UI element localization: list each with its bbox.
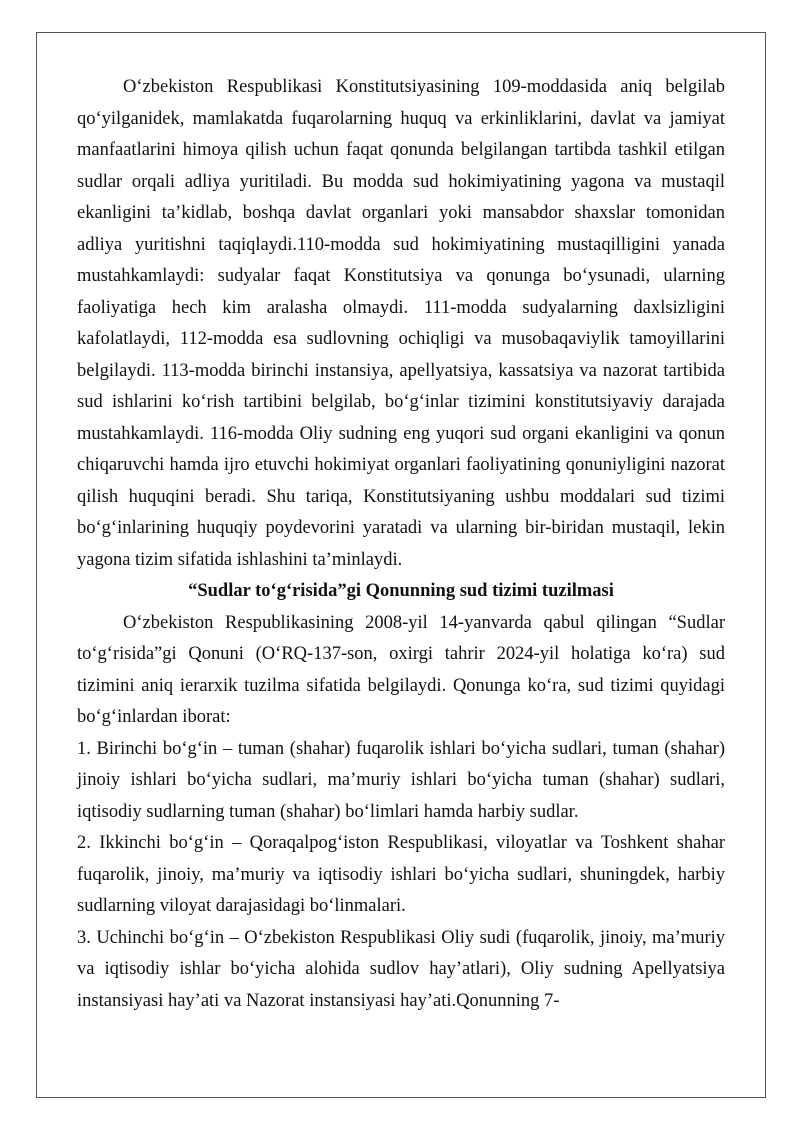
document-body (77, 72, 725, 1017)
paragraph-law: O‘zbekiston Respublikasining 2008-yil 14-yanvarda qabul qilingan “Sudlar to‘g‘risida”gi Qonuni (O‘RQ-137-son, oxirgi tahrir 2024-yil holatiga ko‘ra) sud tizimini aniq ierarxik tuzilma sifatida belgilaydi. Qonunga ko‘ra, sud tizimi quyidagi bo‘g‘inlardan iborat: (77, 612, 725, 727)
paragraph-constitution: O‘zbekiston Respublikasi Konstitutsiyasining 109-moddasida aniq belgilab qo‘yilganidek, mamlakatda fuqarolarning huquq va erkinliklarini, davlat va jamiyat manfaatlarini himoya qilish uchun faqat qonunda belgilangan tartibda tashkil etilgan sudlar orqali adliya yuritiladi. Bu modda sud hokimiyatining yagona va mustaqil ekanligini ta’kidlab, boshqa davlat organlari yoki mansabdor shaxslar tomonidan adliya yuritishni taqiqlaydi.110-modda sud hokimiyatining mustaqilligini yanada mustahkamlaydi: sudyalar faqat Konstitutsiya va qonunga bo‘ysunadi, ularning faoliyatiga hech kim aralasha olmaydi. 111-modda sudyalarning daxlsizligini kafolatlaydi, 112-modda esa sudlovning ochiqligi va musobaqaviylik tamoyillarini belgilaydi. 113-modda birinchi instansiya, apellyatsiya, kassatsiya va nazorat tartibida sud ishlarini ko‘rish tartibini belgilab, bo‘g‘inlar tizimini konstitutsiyaviy darajada mustahkamlaydi. 116-modda Oliy sudning eng yuqori sud organi ekanligini va qonun chiqaruvchi hamda ijro etuvchi hokimiyat organlari faoliyatining qonuniyligini nazorat qilish huquqini beradi. Shu tariqa, Konstitutsiyaning ushbu moddalari sud tizimi bo‘g‘inlarining huquqiy poydevorini yaratadi va ularning bir-biridan mustaqil, lekin yagona tizim sifatida ishlashini ta’minlaydi. (77, 77, 725, 570)
list-item-second-tier: 2. Ikkinchi bo‘g‘in – Qoraqalpog‘iston Respublikasi, viloyatlar va Toshkent shahar fuqarolik, jinoiy, ma’muriy va iqtisodiy ishlari bo‘yicha sudlari, shuningdek, harbiy sudlarning viloyat darajasidagi bo‘linmalari. (77, 833, 725, 916)
list-item-third-tier: 3. Uchinchi bo‘g‘in – O‘zbekiston Respublikasi Oliy sudi (fuqarolik, jinoiy, ma’muriy va iqtisodiy ishlar bo‘yicha alohida sudlov hay’atlari), Oliy sudning Apellyatsiya instansiyasi hay’ati va Nazorat instansiyasi hay’ati.Qonunning 7- (77, 927, 725, 1011)
list-item-first-tier: 1. Birinchi bo‘g‘in – tuman (shahar) fuqarolik ishlari bo‘yicha sudlari, tuman (shahar) jinoiy ishlari bo‘yicha sudlari, ma’muriy ishlari bo‘yicha tuman (shahar) sudlari, iqtisodiy sudlarning tuman (shahar) bo‘limlari hamda harbiy sudlar. (77, 738, 725, 822)
section-heading: “Sudlar to‘g‘risida”gi Qonunning sud tizimi tuzilmasi (188, 581, 614, 601)
